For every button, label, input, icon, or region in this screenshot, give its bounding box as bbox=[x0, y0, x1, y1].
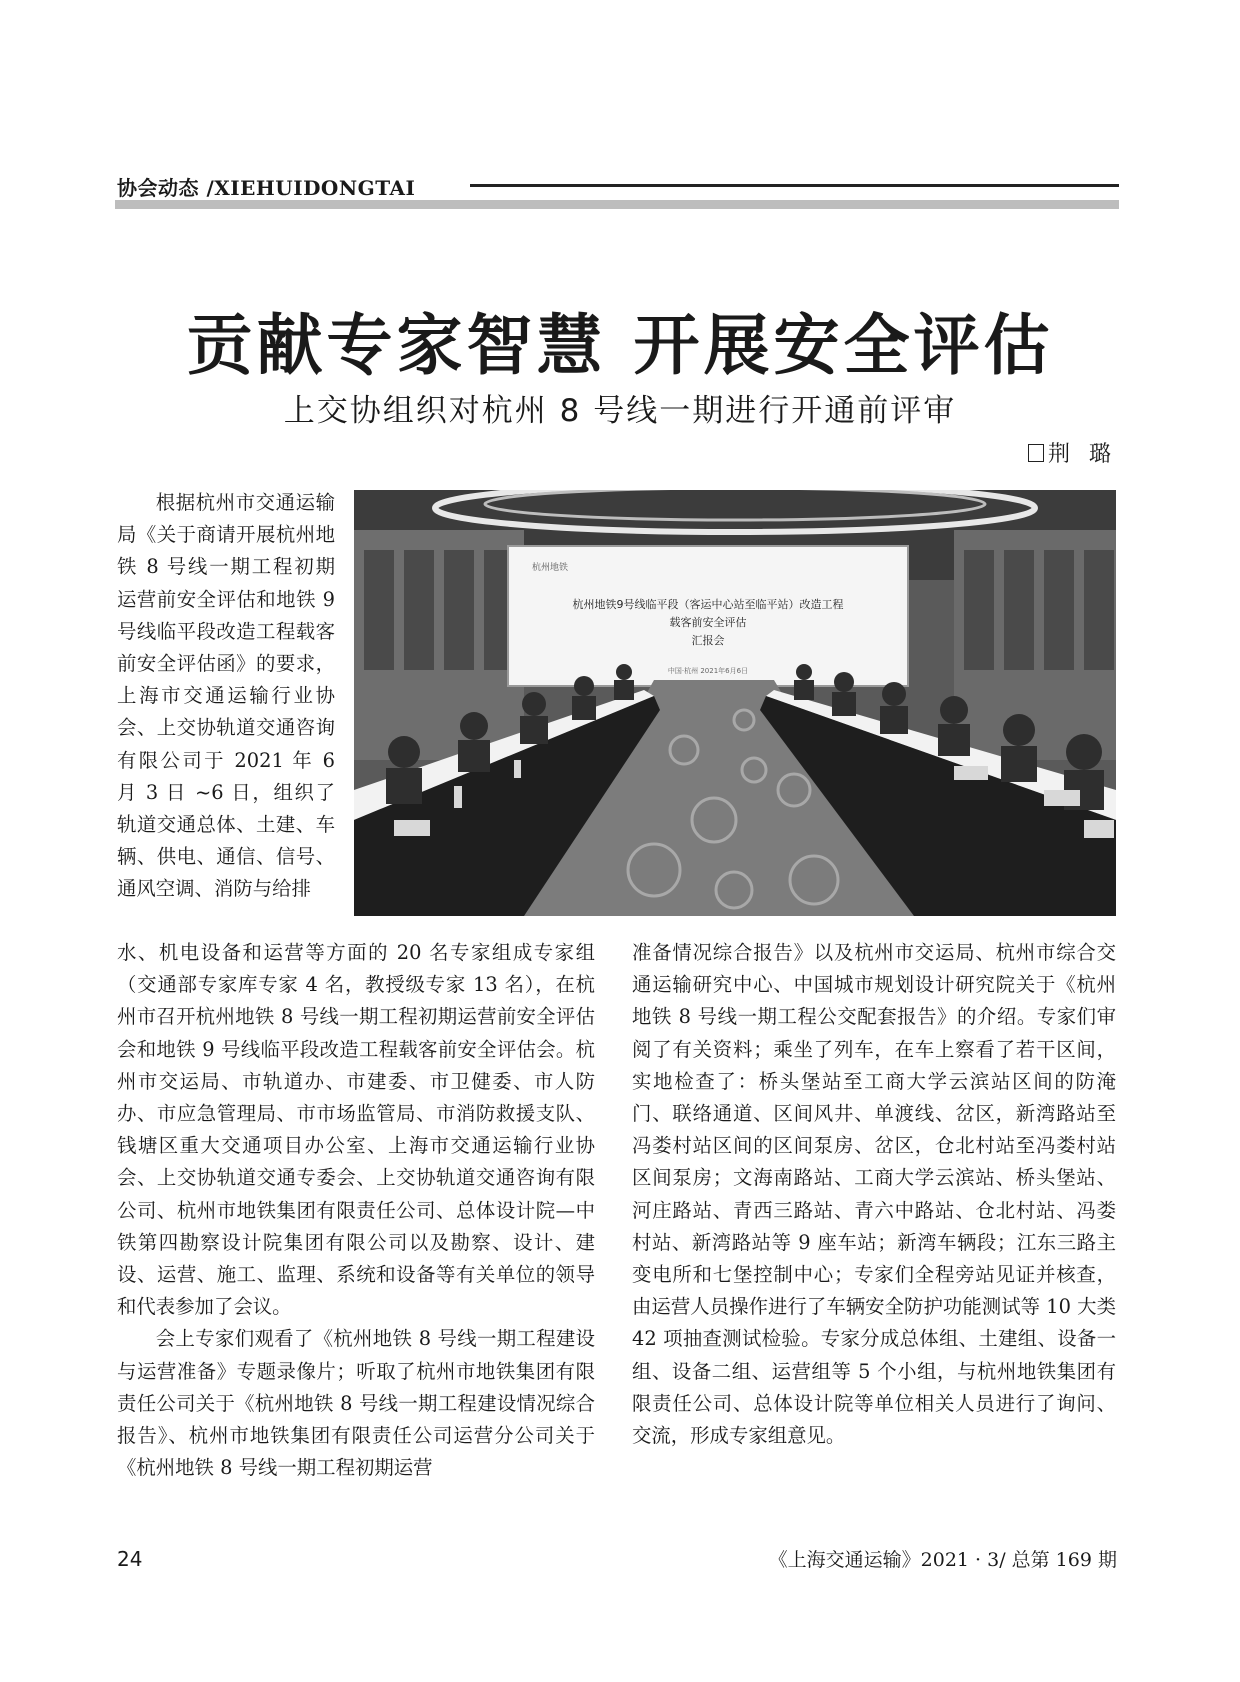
paragraph-meeting: 会上专家们观看了《杭州地铁 8 号线一期工程建设与运营准备》专题录像片；听取了杭州市地铁集团有限责任公司关于《杭州地铁 8 号线一期工程建设情况综合报告》、杭州市地铁集团有限责任公司运营分公司关于《杭州地铁 8 号线一期工程初期运营 bbox=[117, 1327, 595, 1480]
author-name: 荆 璐 bbox=[1048, 442, 1117, 467]
author-byline bbox=[1028, 437, 1117, 468]
paragraph-intro: 根据杭州市交通运输局《关于商请开展杭州地铁 8 号线一期工程初期运营前安全评估和地铁 9 号线临平段改造工程载客前安全评估函》的要求，上海市交通运输行业协会、上交协轨道交通咨询有限公司于 2021 年 6 月 3 日 ~6 日，组织了轨道交通总体、土建、车辆、供电、通信、信号、通风空调、消防与给排 bbox=[117, 491, 335, 901]
meeting-photo-illustration bbox=[354, 490, 1116, 916]
screen-logo: 杭州地铁 bbox=[532, 563, 569, 573]
byline-box-icon bbox=[1028, 444, 1044, 462]
body-column-narrow bbox=[117, 487, 335, 906]
body-column-right bbox=[632, 937, 1116, 1452]
meeting-photo bbox=[354, 490, 1116, 916]
section-header bbox=[117, 172, 1117, 202]
screen-line-1: 杭州地铁9号线临平段（客运中心站至临平站）改造工程 bbox=[572, 598, 844, 611]
paragraph-continuation: 水、机电设备和运营等方面的 20 名专家组成专家组（交通部专家库专家 4 名，教授级专家 13 名），在杭州市召开杭州地铁 8 号线一期工程初期运营前安全评估会和地铁 9 号线临平段改造工程载客前安全评估会。杭州市交运局、市轨道办、市建委、市卫健委、市人防办、市应急管理局、市市场监管局、市消防救援支队、钱塘区重大交通项目办公室、上海市交通运输行业协会、上交协轨道交通专委会、上交协轨道交通咨询有限公司、杭州市地铁集团有限责任公司、总体设计院—中铁第四勘察设计院集团有限公司以及勘察、设计、建设、运营、施工、监理、系统和设备等有关单位的领导和代表参加了会议。 bbox=[117, 941, 595, 1319]
screen-line-2: 载客前安全评估 bbox=[669, 616, 747, 629]
header-rule bbox=[470, 184, 1119, 187]
screen-footer: 中国·杭州 2021年6月6日 bbox=[667, 667, 749, 675]
screen-line-3: 汇报会 bbox=[691, 634, 725, 647]
article-title: 贡献专家智慧 开展安全评估 bbox=[186, 306, 1054, 384]
body-column-left bbox=[117, 937, 595, 1484]
section-label: 协会动态 /XIEHUIDONGTAI bbox=[117, 176, 416, 200]
header-band bbox=[115, 200, 1119, 209]
paragraph-inspection: 准备情况综合报告》以及杭州市交运局、杭州市综合交通运输研究中心、中国城市规划设计研究院关于《杭州地铁 8 号线一期工程公交配套报告》的介绍。专家们审阅了有关资料；乘坐了列车，在车上察看了若干区间，实地检查了：桥头堡站至工商大学云滨站区间的防淹门、联络通道、区间风井、单渡线、岔区，新湾路站至冯娄村站区间的区间泵房、岔区，仓北村站至冯娄村站区间泵房；文海南路站、工商大学云滨站、桥头堡站、河庄路站、青西三路站、青六中路站、仓北村站、冯娄村站、新湾路站等 9 座车站；新湾车辆段；江东三路主变电所和七堡控制中心；专家们全程旁站见证并核查，由运营人员操作进行了车辆安全防护功能测试等 10 大类 42 项抽查测试检验。专家分成总体组、土建组、设备一组、设备二组、运营组等 5 个小组，与杭州地铁集团有限责任公司、总体设计院等单位相关人员进行了询问、交流，形成专家组意见。 bbox=[632, 941, 1116, 1448]
journal-info: 《上海交通运输》2021 · 3/ 总第 169 期 bbox=[768, 1549, 1117, 1571]
page-number: 24 bbox=[117, 1547, 143, 1571]
article-subtitle: 上交协组织对杭州 8 号线一期进行开通前评审 bbox=[283, 393, 957, 429]
